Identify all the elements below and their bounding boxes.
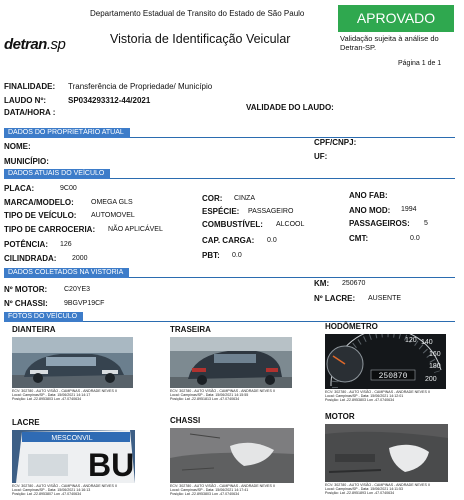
caption-line: Posição: Lat -22.8953803 Lon -47.0740634 [12,397,82,402]
inspection-section-title: DADOS COLETADOS NA VISTORIA [4,268,129,278]
caption-line: ECV: 302780 - AUTO VISÃO - CAMPINAS - ANDRADE NEVES II [170,389,275,393]
lacre-label: Nº LACRE: [314,294,356,303]
potencia-value: 126 [60,241,72,248]
photos-section-title: FOTOS DO VEÍCULO [4,312,83,322]
photo-label-hodometro: HODÔMETRO [325,322,378,331]
carroceria-value: NÃO APLICÁVEL [108,226,163,233]
owner-section-title: DADOS DO PROPRIETÁRIO ATUAL [4,128,130,138]
placa-label: PLACA: [4,184,35,193]
especie-value: PASSAGEIRO [248,208,294,215]
caption-line: Local: Campinas/SP - Data: 15/06/2021 14:11:53 [325,487,403,492]
caption-line: ECV: 302780 - AUTO VISÃO - CAMPINAS - ANDRADE NEVES II [12,484,117,488]
cap-carga-label: CAP. CARGA: [202,236,255,245]
nome-label: NOME: [4,142,31,151]
plate-text: BU [88,447,135,483]
svg-text:120: 120 [405,337,417,344]
photo-caption-lacre [12,484,122,497]
laudo-label: LAUDO Nº: [4,96,47,105]
ano-mod-value: 1994 [401,206,417,213]
logo-main: detran [4,36,47,53]
validity-note: Validação sujeita à análise do Detran-SP. [340,34,439,52]
photo-label-motor: MOTOR [325,412,355,421]
marca-label: MARCA/MODELO: [4,198,74,207]
department-name: Departamento Estadual de Transito do Estado de São Paulo [90,9,305,18]
caption-line: ECV: 302780 - AUTO VISÃO - CAMPINAS - ANDRADE NEVES II [325,390,430,394]
photos-section-header [4,312,455,322]
chassis-photo[interactable] [170,428,294,483]
validade-label: VALIDADE DO LAUDO: [246,103,334,112]
km-label: KM: [314,279,330,288]
plate-city: MESCONVIL [51,435,93,442]
caption-line: Posição: Lat -22.8953803 Lon -47.0740634 [170,492,240,497]
photo-label-traseira: TRASEIRA [170,325,211,334]
cor-value: CINZA [234,195,255,202]
photo-label-dianteira: DIANTEIRA [12,325,56,334]
document-title: Vistoria de Identificação Veicular [110,32,291,46]
photo-label-chassi: CHASSI [170,416,201,425]
combustivel-label: COMBUSTÍVEL: [202,220,263,229]
passageiros-label: PASSAGEIROS: [349,219,410,228]
photo-caption-motor [325,483,435,496]
caption-line: ECV: 302780 - AUTO VISÃO - CAMPINAS - ANDRADE NEVES II [170,484,275,488]
pbt-label: PBT: [202,251,220,260]
engine-photo[interactable] [325,424,448,482]
front-photo[interactable] [12,337,133,388]
pbt-value: 0.0 [232,252,242,259]
detran-logo [4,36,65,53]
tipo-veiculo-value: AUTOMOVEL [91,212,135,219]
photo-caption-dianteira [12,389,122,402]
laudo-value: SP034293312-44/2021 [68,96,151,105]
chassi-label: Nº CHASSI: [4,299,48,308]
ano-fab-label: ANO FAB: [349,191,388,200]
svg-text:180: 180 [429,363,441,370]
logo-suffix: .sp [46,36,66,53]
combustivel-value: ALCOOL [276,221,305,228]
especie-label: ESPÉCIE: [202,207,240,216]
finalidade-value: Transferência de Propriedade/ Município [68,82,213,91]
photo-caption-chassi [170,484,280,497]
caption-line: Local: Campinas/SP - Data: 15/06/2021 14:12:01 [325,394,404,399]
cpf-label: CPF/CNPJ: [314,138,357,147]
data-hora-label: DATA/HORA : [4,108,56,117]
potencia-label: POTÊNCIA: [4,240,48,249]
caption-line: Posição: Lat -22.8953803 Lon -47.0740634 [325,398,395,403]
seal-photo[interactable] [12,430,135,483]
motor-value: C20YE3 [64,286,91,293]
vehicle-section-title: DADOS ATUAIS DO VEÍCULO [4,169,110,179]
odometer-photo[interactable] [325,334,446,389]
inspection-section-header [4,268,455,278]
km-value: 250670 [342,280,366,287]
photo-caption-traseira [170,389,280,402]
cor-label: COR: [202,194,223,203]
marca-value: OMEGA GLS [91,199,133,206]
odometer-reading: 250870 [378,372,408,381]
caption-line: Local: Campinas/SP - Data: 15/06/2021 14:14:17 [12,393,91,398]
status-badge: APROVADO [338,5,454,32]
svg-text:160: 160 [429,351,441,358]
cilindrada-value: 2000 [72,255,88,262]
cmt-label: CMT: [349,234,369,243]
photo-caption-hodometro [325,390,435,403]
tipo-veiculo-label: TIPO DE VEÍCULO: [4,211,77,220]
owner-section-header [4,128,455,138]
caption-line: Local: Campinas/SP - Data: 15/06/2021 14:17:41 [170,488,249,493]
caption-line: Posição: Lat -22.8953807 Lon -47.0740634 [12,492,82,497]
caption-line: Local: Campinas/SP - Data: 15/06/2021 14:16:13 [12,488,91,493]
svg-text:200: 200 [425,376,437,383]
lacre-value: AUSENTE [368,295,402,302]
motor-label: Nº MOTOR: [4,285,48,294]
caption-line: Posição: Lat -22.8951813 Lon -47.0740634 [170,397,240,402]
photo-label-lacre: LACRE [12,418,40,427]
cilindrada-label: CILINDRADA: [4,254,57,263]
caption-line: Local: Campinas/SP - Data: 15/06/2021 14:15:55 [170,393,249,398]
placa-value: 9C00 [60,185,77,192]
cmt-value: 0.0 [410,235,420,242]
uf-label: UF: [314,152,328,161]
chassi-value: 9BGVP19CF [64,300,105,307]
cap-carga-value: 0.0 [267,237,277,244]
vehicle-section-header [4,169,455,179]
caption-line: Posição: Lat -22.8951893 Lon -47.0740634 [325,491,395,496]
caption-line: ECV: 302780 - AUTO VISÃO - CAMPINAS - ANDRADE NEVES II [12,389,117,393]
page-number: Página 1 de 1 [398,60,442,67]
ano-mod-label: ANO MOD: [349,206,391,215]
caption-line: ECV: 302780 - AUTO VISÃO - CAMPINAS - ANDRADE NEVES II [325,483,430,487]
finalidade-label: FINALIDADE: [4,82,56,91]
passageiros-value: 5 [424,220,428,227]
carroceria-label: TIPO DE CARROCERIA: [4,225,96,234]
rear-photo[interactable] [170,337,292,388]
svg-text:140: 140 [421,339,433,346]
municipio-label: MUNICÍPIO: [4,157,49,166]
